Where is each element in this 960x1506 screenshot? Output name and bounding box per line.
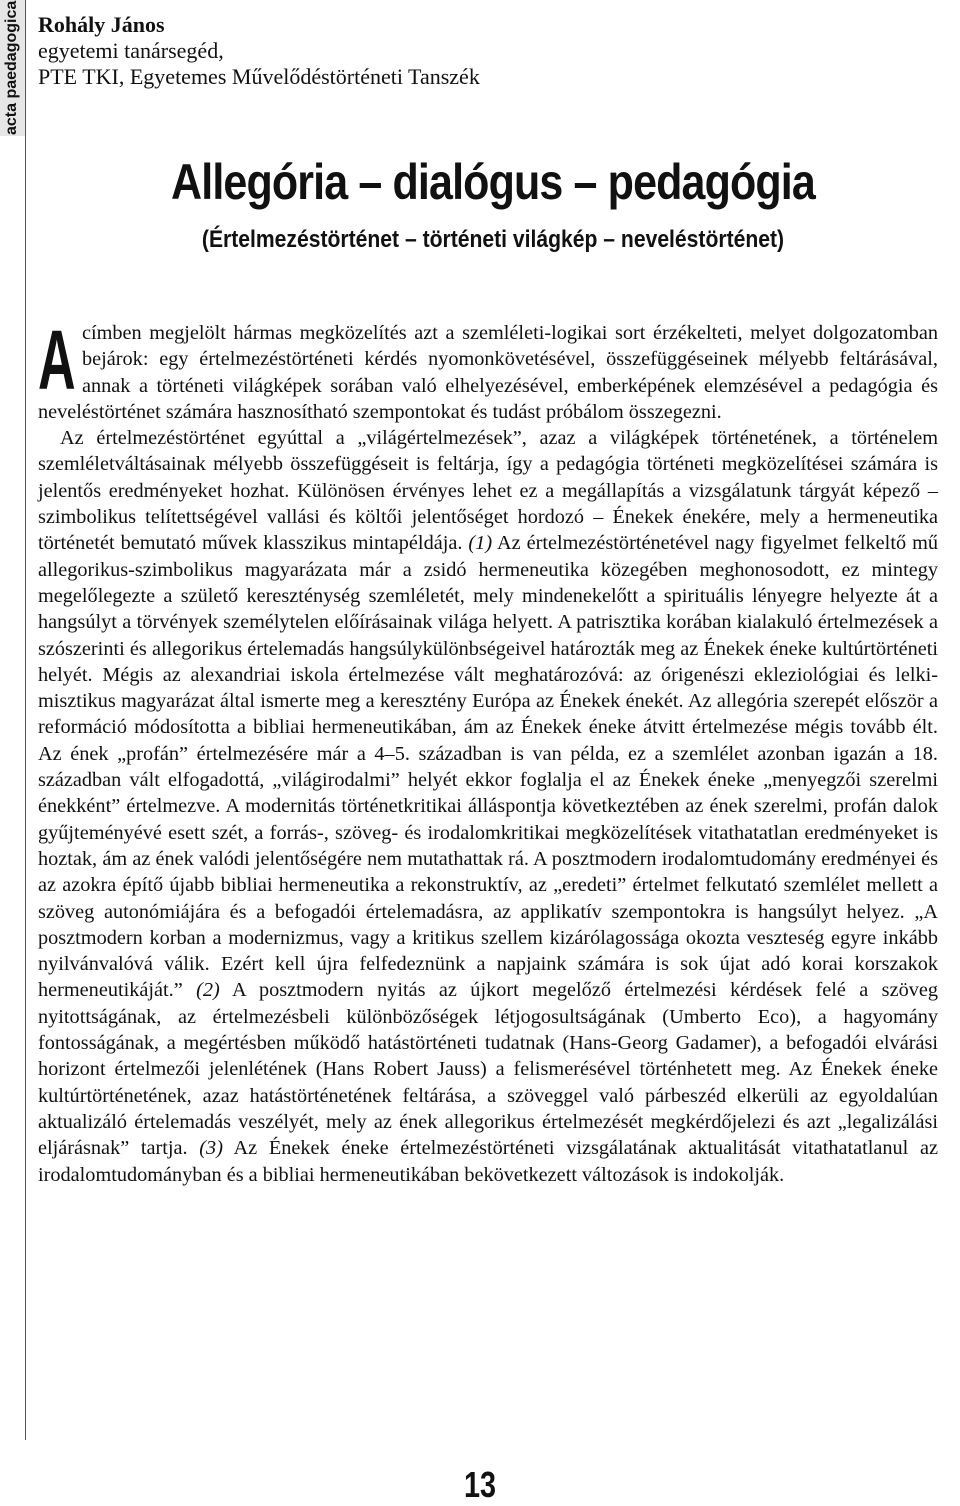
- journal-side-label: acta paedagogica: [3, 0, 20, 136]
- journal-side-tab: [0, 0, 25, 136]
- paragraph-1-text: címben megjelölt hármas megközelítés azt a szemléleti-logikai sort érzékelteti, melyet dolgozatomban bejárok: egy értelmezéstörténeti kérdés nyomonkövetésével, összefüggéseinek mélyebb feltárásával, annak a történeti világképek sorában való elhelyezésével, emberképének elemzésével a pedagógia és neveléstörténet számára hasznosítható szempontokat és tudást próbálom összegezni.: [38, 322, 938, 423]
- paragraph-2-part-c: A posztmodern nyitás az újkort megelőző értelmezési kérdések felé a szöveg nyitottságának, az értelmezésbeli különbözőségek létjogosultságának (Umberto Eco), a hagyomány fontosságának, a megértésben működő hatástörténeti tudatnak (Hans-Georg Gadamer), a befogadói elvárási horizont értelmezői jelenlétének (Hans Robert Jauss) a felismerésével történhetett meg. Az Énekek éneke kultúrtörténetének, azaz hatástörténetének feltárása, a szöveggel való párbeszéd elkerüli az egyoldalúan aktualizáló értelemadás veszélyét, mely az ének allegorikus értelmezését megkérdőjelezi és azt „legalizálási eljárásnak” tartja.: [38, 979, 938, 1160]
- paragraph-2: [38, 425, 938, 1188]
- author-affiliation: PTE TKI, Egyetemes Művelődéstörténeti Tanszék: [38, 64, 480, 89]
- citation-2: (2): [196, 979, 220, 1002]
- article-body: [38, 313, 939, 1188]
- article-subtitle: (Értelmezéstörténet – történeti világkép – neveléstörténet): [201, 226, 785, 253]
- citation-1: (1): [468, 532, 493, 555]
- author-block: [38, 12, 480, 90]
- drop-cap: A: [38, 313, 76, 407]
- margin-rule: [25, 0, 26, 1440]
- article-title: Allegória – dialógus – pedagógia: [171, 154, 815, 210]
- paragraph-2-part-b: Az értelmezéstörténetével nagy figyelmet felkeltő mű allegorikus-szimbolikus magyarázata már a zsidó hermeneutika közegében meghonosodott, ez mintegy megelőlegezte a születő kereszténység szemléletét, mely mindenekelőtt a spirituális lényegre helyezte át a hangsúlyt a törvények személytelen előírásainak világa helyett. A patrisztika korában kialakuló értelmezések a szószerinti és allegorikus értelemadás hangsúlykülönbségeivel határozták meg az Énekek éneke kultúrtörténeti helyét. Mégis az alexandriai iskola értelmezése vált meghatározóvá: az órigenészi ekleziológiai és lelki-misztikus magyarázat által ismerte meg a keresztény Európa az Énekek énekét. Az allegória szerepét először a reformáció módosította a bibliai hermeneutikában, ám az Énekek éneke átvitt értelmezése mégis tovább élt. Az ének „profán” értelmezésére már a 4–5. században is van példa, ez a szemlélet azonban igazán a 18. században vált elfogadottá, „világirodalmi” helyét ekkor foglalja el az Énekek éneke „menyegzői szerelmi énekként” értelmezve. A modernitás történetkritikai álláspontja következtében az ének szerelmi, profán dalok gyűjteményévé esett szét, a forrás-, szöveg- és irodalomkritikai megközelítések vitathatatlan eredményeket is hoztak, ám az ének valódi jelentőségére nem mutathattak rá. A posztmodern irodalomtudomány eredményei és az azokra építő újabb bibliai hermeneutika a rekonstruktív, az „eredeti” értelmet felkutató szemlélet mellett a szöveg autonómiájára és a befogadói értelemadásra, az applikatív szempontokra is hangsúlyt helyez. „A posztmodern korban a modernizmus, vagy a kritikus szellem kizárólagossága okozta veszteség egyre inkább nyilvánvalóvá válik. Ezért kell újra felfedeznünk a napjaink számára is sok újat adó korai korszakok hermeneutikáját.”: [38, 532, 939, 1002]
- author-name: Rohály János: [38, 12, 165, 37]
- paragraph-2-part-a: Az értelmezéstörténet egyúttal a „világértelmezések”, azaz a világképek történetének, a történelem szemléletváltásainak mélyebb összefüggéseit is feltárja, így a pedagógia történeti megközelítései számára is jelentős eredményeket hozhat. Különösen érvényes lehet ez a megállapítás a vizsgálatunk tárgyát képező – szimbolikus telítettségével vallási és költői jelentőséget hordozó – Énekek énekére, mely a hermeneutika történetét bemutató művek klasszikus mintapéldája.: [38, 427, 938, 555]
- paragraph-2-part-d: Az Énekek éneke értelmezéstörténeti vizsgálatának aktualitását vitathatatlanul az irodalomtudományban és a bibliai hermeneutikában bekövetkezett változások is indokolják.: [38, 1137, 938, 1186]
- page-number: 13: [463, 1464, 497, 1505]
- citation-3: (3): [199, 1137, 223, 1160]
- paragraph-1: [38, 313, 938, 425]
- author-position: egyetemi tanársegéd,: [38, 38, 224, 63]
